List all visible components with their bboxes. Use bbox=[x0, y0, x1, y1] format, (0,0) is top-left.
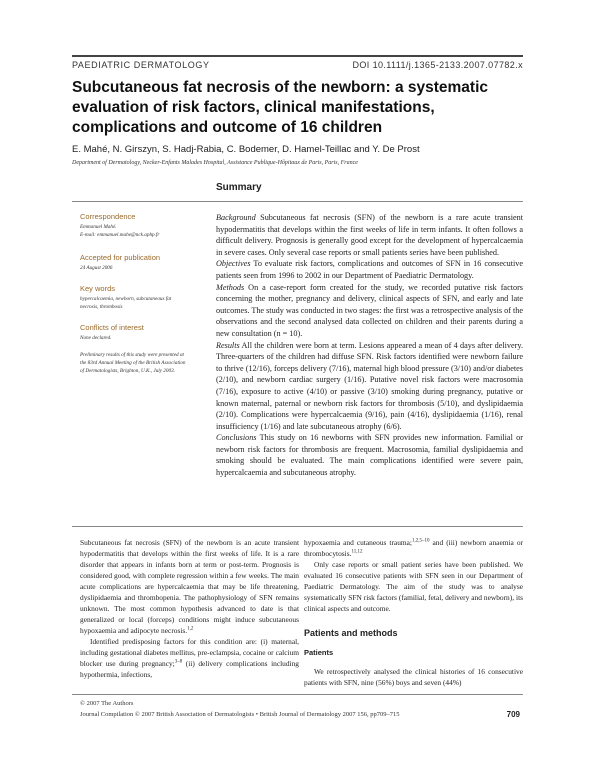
summary-heading: Summary bbox=[216, 182, 262, 193]
results-label: Results bbox=[216, 340, 240, 350]
objectives-label: Objectives bbox=[216, 259, 251, 269]
ref-3[interactable]: 1,2,5–10 bbox=[411, 538, 430, 544]
copyright-line: © 2007 The Authors bbox=[80, 700, 134, 707]
methods-label: Methods bbox=[216, 282, 245, 292]
presentation-note: Preliminary results of this study were presented at the 83rd Annual Meeting of the British Association of Dermatologists, Brighton, U.K., July 2003. bbox=[80, 352, 186, 374]
intro-paragraph-3 bbox=[304, 537, 523, 559]
intro-text-1: Subcutaneous fat necrosis (SFN) of the newborn is an acute transient hypodermatitis that develops within the first weeks of life. It is a rare disorder that appears in infants born at term or post-term. Prognosis is considered good, with complete regression within a few weeks. The main acute complications are hypercalcaemia that may be life threatening, dyslipidaemia and thrombopenia. The pathophysiology of SFN remains unknown. The most common hypothesis advanced to date is that generalized or local (forceps) conditions might induce subcutaneous hypoxaemia and adipocyte necrosis. bbox=[80, 538, 299, 635]
intro-paragraph-2 bbox=[80, 636, 299, 680]
methods-text: On a case-report form created for the study, we recorded putative risk factors concerning the mother, pregnancy and delivery, clinical aspects of SFN, and early and late outcomes. The study was conducted in two stages: the first was a retrospective analysis of the observations and the second analysed data collected on children and their parents during a new consultation (n = 10). bbox=[216, 282, 523, 338]
article-title: Subcutaneous fat necrosis of the newborn: a systematic evaluation of risk factors, clinical manifestations, complications and outcome of 16 children bbox=[72, 79, 489, 136]
background-label: Background bbox=[216, 213, 256, 222]
sidebar-conflicts bbox=[80, 323, 188, 342]
conflicts-text: None declared. bbox=[80, 335, 112, 341]
sidebar-note bbox=[80, 351, 188, 375]
page-number: 709 bbox=[506, 710, 520, 719]
abstract-conclusions bbox=[216, 432, 523, 478]
intro-text-3: hypoxaemia and cutaneous trauma; bbox=[304, 538, 412, 547]
intro-text-3b: and (iii) newborn anaemia or thrombocytosis. bbox=[304, 538, 523, 558]
patients-paragraph: We retrospectively analysed the clinical histories of 16 consecutive patients with SFN, nine (56%) boys and seven (44%) bbox=[304, 667, 523, 687]
subsection-heading: Patients bbox=[304, 648, 334, 657]
accepted-label: Accepted for publication bbox=[80, 253, 161, 262]
journal-citation-line: Journal Compilation © 2007 British Association of Dermatologists • British Journal of Dermatology 2007 156, pp709–715 bbox=[80, 711, 400, 718]
correspondence-name: Emmanuel Mahé. bbox=[80, 224, 117, 230]
accepted-date: 24 August 2006 bbox=[80, 265, 113, 271]
correspondence-email[interactable]: E-mail: emmanuel.mahe@nck.aphp.fr bbox=[80, 232, 160, 238]
sidebar-keywords bbox=[80, 284, 188, 311]
abstract-background bbox=[216, 212, 523, 258]
keywords-label: Key words bbox=[80, 284, 116, 293]
intro-text-2b: (ii) delivery complications including hypothermia, infections, bbox=[80, 659, 300, 679]
abstract-objectives bbox=[216, 258, 523, 281]
doi-link[interactable]: DOI 10.1111/j.1365-2133.2007.07782.x bbox=[352, 60, 523, 70]
conclusions-text: This study on 16 newborns with SFN provides new information. Familial or newborn risk factors for thrombosis are frequent. Macrosomia, familial dyslipidaemia and smoking should be evaluated. The main complications identified were severe pain, hypercalcaemia and subcutaneous atrophy. bbox=[216, 433, 523, 478]
abstract bbox=[216, 212, 523, 479]
abstract-results bbox=[216, 340, 523, 433]
intro-text-2: Identified predisposing factors for this condition are: (i) maternal, including gestational diabetes mellitus, pre-eclampsia, cocaine or calcium blocker use during pregnancy; bbox=[80, 637, 299, 668]
sidebar-correspondence bbox=[80, 212, 188, 239]
body-rule bbox=[72, 526, 523, 527]
author-list: E. Mahé, N. Girszyn, S. Hadj-Rabia, C. Bodemer, D. Hamel-Teillac and Y. De Prost bbox=[72, 144, 420, 155]
keywords: hypercalcaemia, newborn, subcutaneous fat necrosis, thrombosis bbox=[80, 296, 172, 310]
intro-paragraph-1 bbox=[80, 537, 299, 636]
correspondence-label: Correspondence bbox=[80, 212, 136, 221]
affiliation: Department of Dermatology, Necker-Enfants Malades Hospital, Assistance Publique-Hôpitaux de Paris, Paris, France bbox=[72, 160, 358, 166]
ref-1[interactable]: 1,2 bbox=[187, 626, 194, 632]
summary-rule bbox=[72, 201, 523, 202]
journal-section-label: PAEDIATRIC DERMATOLOGY bbox=[72, 60, 210, 70]
header-rule bbox=[72, 55, 523, 57]
ref-4[interactable]: 11,12 bbox=[351, 549, 363, 555]
conflicts-label: Conflicts of interest bbox=[80, 323, 144, 332]
intro-paragraph-4: Only case reports or small patient series have been published. We evaluated 16 consecutive patients with SFN seen in our Department of Paediatric Dermatology. The aim of the study was to analyse systematically SFN risk factors (familial, fetal, delivery and newborn), its clinical aspects and outcome. bbox=[304, 560, 523, 613]
ref-2[interactable]: 3–8 bbox=[174, 659, 183, 665]
abstract-methods bbox=[216, 282, 523, 340]
section-heading: Patients and methods bbox=[304, 628, 398, 638]
sidebar-accepted bbox=[80, 253, 188, 272]
results-text: All the children were born at term. Lesions appeared a mean of 4 days after delivery. Three-quarters of the children had diffuse SFN. Risk factors identified were newborn failure to thrive (12/16), forceps delivery (7/16), maternal high blood pressure (3/10) and/or diabetes (2/10), and newborn cardiac surgery (1/16). Putative novel risk factors were macrosomia (7/16), exposure to active (4/10) or passive (3/10) smoking during pregnancy, putative or known maternal, paternal or newborn risk factors for thrombosis (5/10), and dyslipidaemia (2/10). Complications were hypercalcaemia (9/16), pain (4/16), dyslipidaemia (1/16), renal insufficiency (1/16) and late subcutaneous atrophy (6/6). bbox=[216, 340, 523, 431]
body-left-column bbox=[80, 537, 299, 680]
body-right-column bbox=[304, 537, 523, 688]
footer-rule bbox=[72, 694, 523, 695]
conclusions-label: Conclusions bbox=[216, 433, 257, 443]
background-text: Subcutaneous fat necrosis (SFN) of the newborn is a rare acute transient hypodermatitis that develops within the first weeks of life in term infants. It often follows a difficult delivery. Prognosis is generally good except for the development of hypercalcaemia in severe cases. Only several case reports or small patients series have been published. bbox=[216, 213, 523, 257]
objectives-text: To evaluate risk factors, complications and outcomes of SFN in 16 consecutive patients seen from 1996 to 2002 in our Department of Paediatric Dermatology. bbox=[216, 259, 523, 280]
